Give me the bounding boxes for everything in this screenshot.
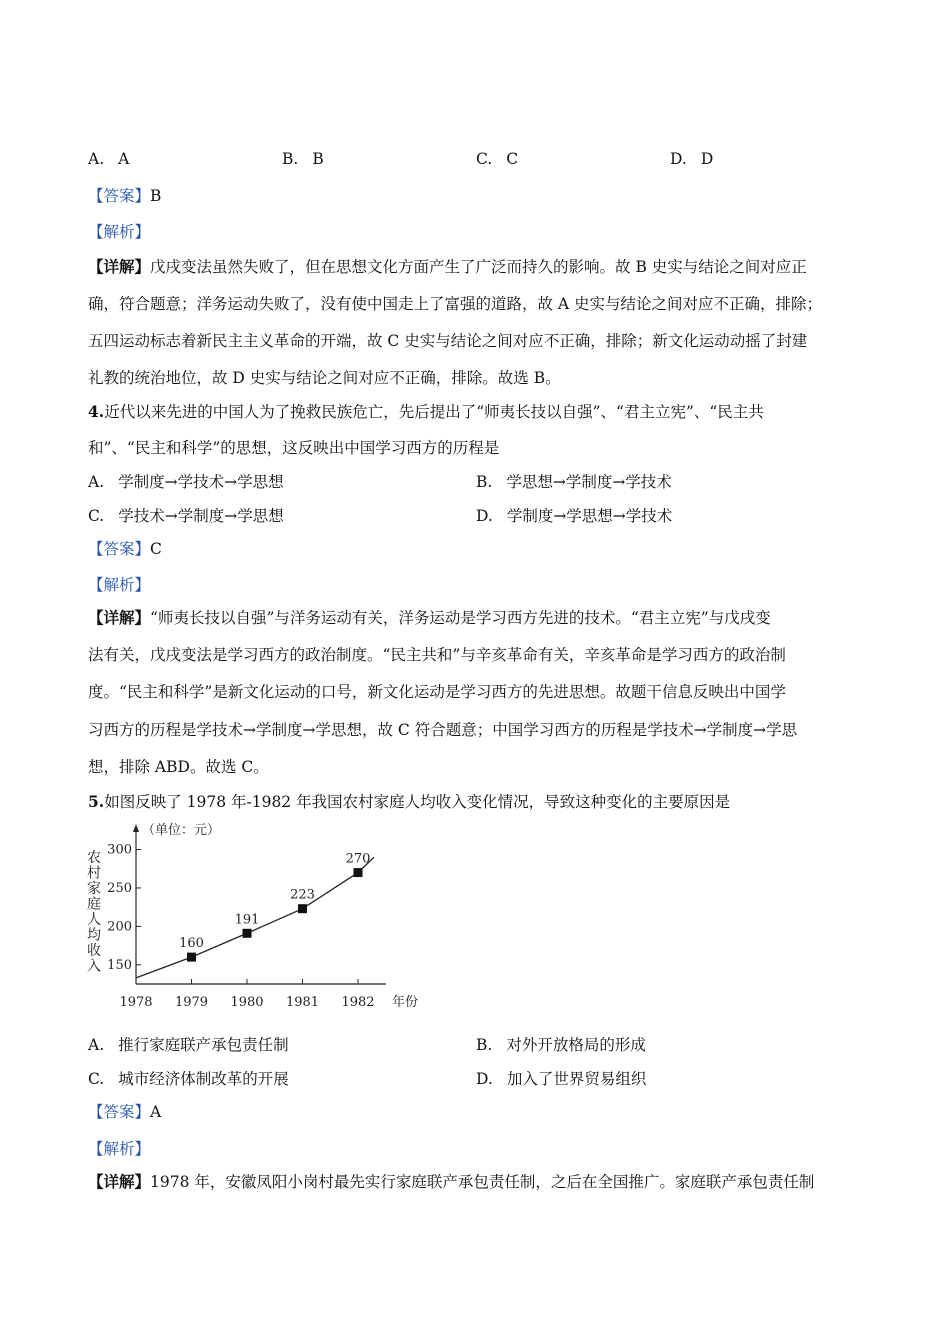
y-axis-arrow [133, 824, 139, 832]
data-point [243, 929, 252, 938]
q3-option-d: D. D [670, 150, 714, 168]
q4-option-c: C. 学技术→学制度→学思想 [88, 507, 284, 525]
q5-option-a: A. 推行家庭联产承包责任制 [88, 1036, 289, 1054]
x-axis-label: 年份 [392, 995, 419, 1010]
y-tick-label: 300 [107, 842, 132, 858]
y-axis-label-char: 均 [87, 927, 101, 944]
y-axis-label-char: 庭 [87, 896, 101, 913]
y-tick-label: 250 [107, 880, 132, 896]
q4-detail-line: 【详解】“师夷长技以自强”与洋务运动有关，洋务运动是学习西方先进的技术。“君主立宪”与戊戌变 [88, 608, 771, 627]
q4-option-b: B. 学思想→学制度→学技术 [476, 473, 672, 491]
q5-option-b: B. 对外开放格局的形成 [476, 1036, 646, 1054]
q5-option-c: C. 城市经济体制改革的开展 [88, 1070, 289, 1088]
q3-option-b: B. B [282, 150, 324, 168]
q5-option-d: D. 加入了世界贸易组织 [476, 1070, 647, 1088]
q4-detail-line: 法有关，戊戌变法是学习西方的政治制度。“民主共和”与辛亥革命有关，辛亥革命是学习西方的政治制 [88, 646, 786, 664]
income-line-chart [80, 818, 430, 1018]
q4-detail-line: 想，排除 ABD。故选 C。 [88, 758, 269, 776]
q5-answer: 【答案】A [88, 1103, 162, 1121]
q3-answer: 【答案】B [88, 187, 162, 205]
x-tick-label: 1980 [230, 995, 264, 1010]
data-label: 191 [234, 912, 260, 928]
q4-option-d: D. 学制度→学思想→学技术 [476, 507, 673, 525]
q4-stem: 4.近代以来先进的中国人为了挽救民族危亡，先后提出了“师夷长技以自强”、“君主立宪”、“民主共 [88, 402, 764, 421]
y-tick-label: 150 [107, 957, 132, 973]
q4-stem: 和”、“民主和科学”的思想，这反映出中国学习西方的历程是 [88, 439, 500, 457]
q3-detail-line: 五四运动标志着新民主主义革命的开端，故 C 史实与结论之间对应不正确，排除；新文化运动动摇了封建 [88, 332, 808, 350]
y-axis-label-char: 家 [87, 881, 101, 897]
q3-option-c: C. C [476, 150, 519, 168]
data-point [354, 868, 363, 877]
y-tick-label: 200 [107, 919, 132, 935]
q5-stem: 5.如图反映了 1978 年-1982 年我国农村家庭人均收入变化情况，导致这种变化的主要原因是 [88, 792, 731, 811]
q3-detail-line: 确，符合题意；洋务运动失败了，没有使中国走上了富强的道路，故 A 史实与结论之间对应不正确，排除； [88, 295, 823, 313]
data-point [187, 953, 196, 962]
unit-label: （单位：元） [142, 823, 221, 838]
data-point [298, 904, 307, 913]
data-label: 223 [290, 887, 315, 903]
q4-option-a: A. 学制度→学技术→学思想 [88, 473, 284, 491]
q3-detail-line: 【详解】戊戌变法虽然失败了，但在思想文化方面产生了广泛而持久的影响。故 B 史实与结论之间对应正 [88, 257, 807, 276]
q5-analysis-tag: 【解析】 [88, 1140, 151, 1158]
x-tick-label: 1982 [341, 995, 375, 1010]
q3-option-a: A. A [88, 150, 130, 168]
q4-detail-line: 度。“民主和科学”是新文化运动的口号，新文化运动是学习西方的先进思想。故题干信息反映出中国学 [88, 683, 786, 701]
y-axis-label-char: 人 [87, 912, 101, 928]
q3-analysis-tag: 【解析】 [88, 223, 151, 241]
q4-analysis-tag: 【解析】 [88, 576, 151, 594]
q4-answer: 【答案】C [88, 540, 162, 558]
x-tick-label: 1979 [174, 995, 209, 1010]
q5-detail-line: 【详解】1978 年，安徽凤阳小岗村最先实行家庭联产承包责任制，之后在全国推广。家庭联产承包责任制 [88, 1172, 815, 1191]
q4-detail-line: 习西方的历程是学技术→学制度→学思想，故 C 符合题意；中国学习西方的历程是学技术→学制度→学思 [88, 721, 798, 739]
y-axis-label-char: 村 [87, 865, 101, 882]
x-tick-label: 1978 [119, 995, 153, 1010]
q3-detail-line: 礼教的统治地位，故 D 史实与结论之间对应不正确，排除。故选 B。 [88, 369, 561, 387]
x-tick-label: 1981 [285, 995, 320, 1010]
y-axis-label-char: 入 [87, 958, 101, 975]
y-axis-label-char: 农 [87, 850, 101, 866]
y-axis-label-char: 收 [87, 943, 101, 959]
data-label: 270 [345, 851, 371, 867]
data-label: 160 [179, 936, 204, 952]
